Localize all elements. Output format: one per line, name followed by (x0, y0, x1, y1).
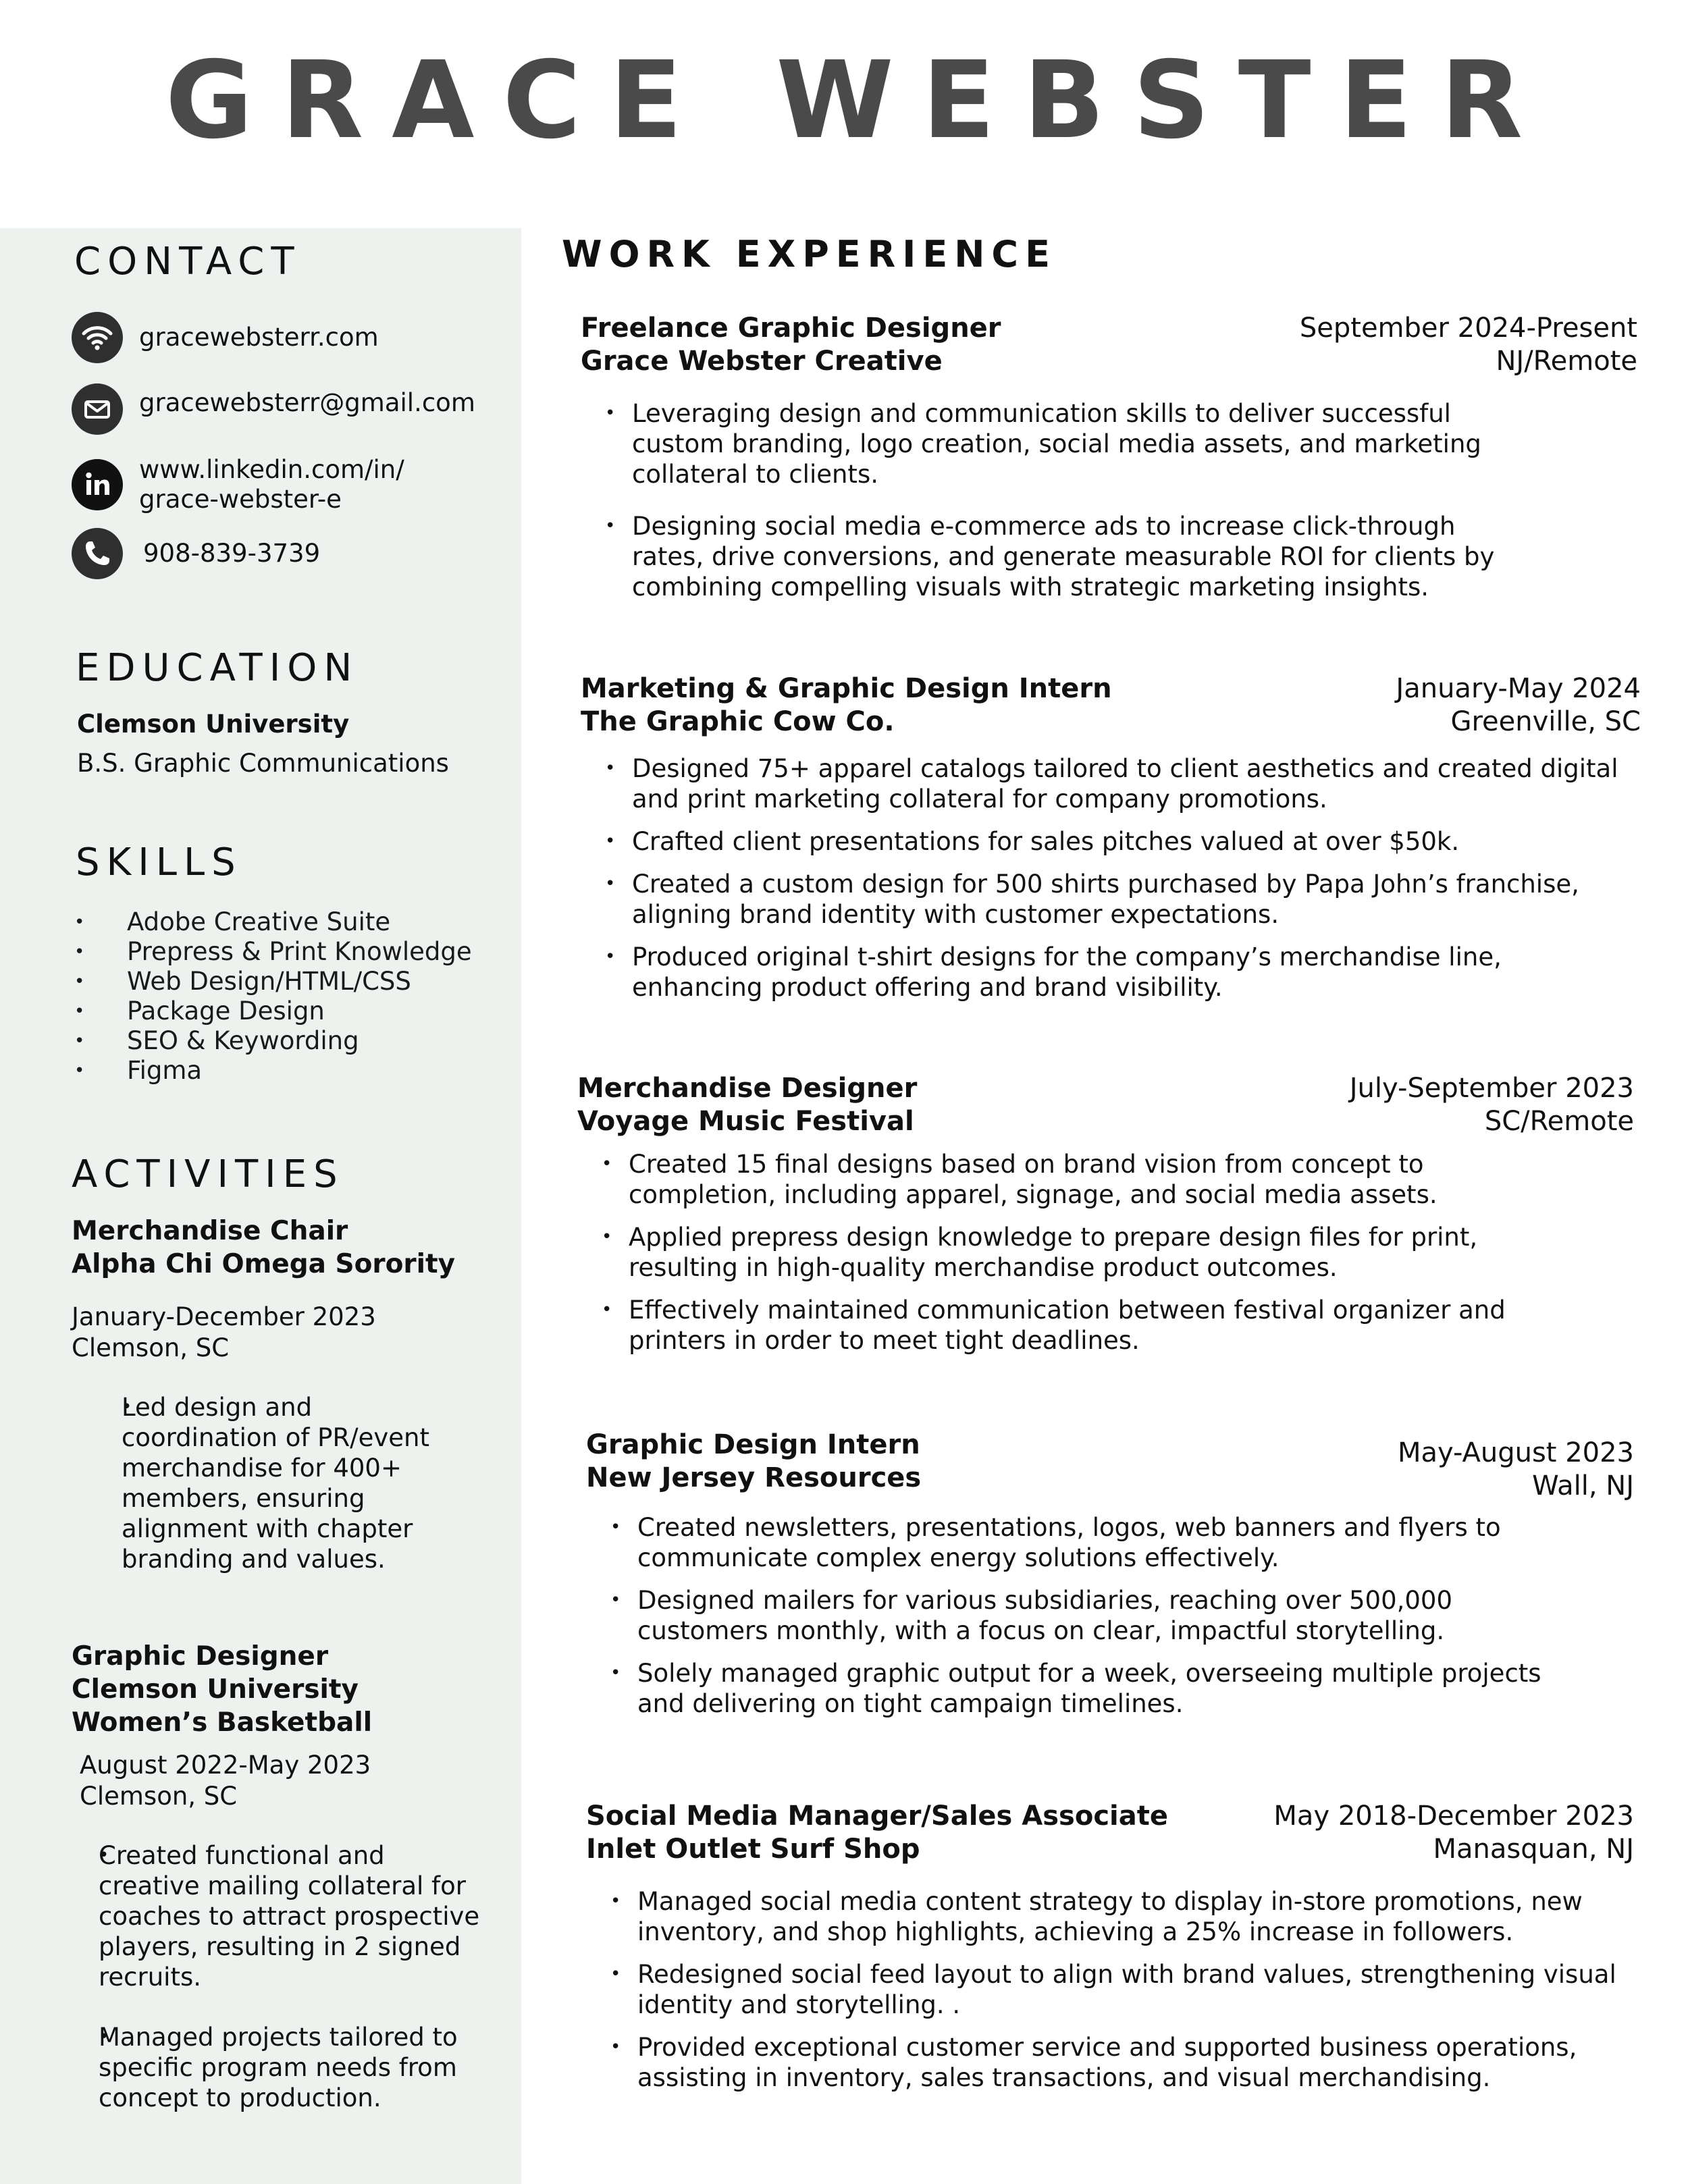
activity-bullet: • Led design and coordination of PR/event merchandise for 400+ members, ensuring alignment with chapter branding and values. (72, 1392, 450, 1574)
job-head-right (1273, 1800, 1634, 1866)
activities-heading: ACTIVITIES (72, 1152, 344, 1196)
activity-1-title (72, 1215, 455, 1281)
job-location: Wall, NJ (1532, 1470, 1634, 1501)
job-title: Merchandise Designer (577, 1073, 918, 1104)
job-bullet: • Produced original t-shirt designs for the company’s merchandise line, enhancing product offering and brand visibility. (581, 942, 1620, 1003)
activity-dates: January-December 2023 (72, 1302, 376, 1331)
job-bullet: • Effectively maintained communication between festival organizer and printers in order to meet tight deadlines. (577, 1295, 1523, 1356)
job-3 (577, 1072, 1634, 1356)
job-bullet: • Designed mailers for various subsidiaries, reaching over 500,000 customers monthly, with a focus on clear, impactful storytelling. (586, 1585, 1545, 1646)
job-bullet: • Created newsletters, presentations, logos, web banners and flyers to communicate complex energy solutions effectively. (586, 1512, 1545, 1573)
job-title: Marketing & Graphic Design Intern (581, 673, 1112, 704)
linkedin-text (139, 455, 404, 515)
job-dates: May 2018-December 2023 (1273, 1801, 1634, 1832)
skill-item: • Package Design (74, 996, 472, 1026)
job-company: Voyage Music Festival (577, 1106, 914, 1137)
job-title: Social Media Manager/Sales Associate (586, 1801, 1168, 1832)
job-bullet: • Created 15 final designs based on brand vision from concept to completion, including apparel, signage, and social media assets. (577, 1149, 1523, 1210)
website-text: gracewebsterr.com (139, 322, 379, 352)
job-5 (586, 1800, 1634, 2093)
contact-heading: CONTACT (74, 240, 301, 284)
job-bullets (586, 1512, 1545, 1719)
job-4 (586, 1429, 1634, 1719)
activity-bullet: • Created functional and creative mailing collateral for coaches to attract prospective players, resulting in 2 signed recruits. (76, 1840, 481, 1992)
job-bullet: • Solely managed graphic output for a week, overseeing multiple projects and delivering on tight campaign timelines. (586, 1658, 1545, 1719)
wifi-icon (72, 312, 123, 363)
job-bullet: • Redesigned social feed layout to align with brand values, strengthening visual identity and storytelling. . (586, 1959, 1626, 2020)
job-head-right (1350, 1072, 1634, 1138)
job-dates: September 2024-Present (1299, 313, 1637, 344)
job-head-right (1398, 1429, 1634, 1503)
job-bullet: • Applied prepress design knowledge to prepare design files for print, resulting in high-quality merchandise product outcomes. (577, 1222, 1523, 1283)
job-2 (581, 672, 1641, 1003)
work-experience-heading: WORK EXPERIENCE (562, 233, 1057, 275)
job-dates: May-August 2023 (1397, 1437, 1634, 1468)
education-degree: B.S. Graphic Communications (77, 749, 449, 778)
skill-item: • Adobe Creative Suite (74, 907, 472, 937)
activity-dates: August 2022-May 2023 (80, 1751, 371, 1780)
skill-item: • Figma (74, 1056, 472, 1086)
job-bullets (581, 753, 1620, 1003)
activity-org: Alpha Chi Omega Sorority (72, 1248, 456, 1279)
job-company: The Graphic Cow Co. (581, 706, 895, 737)
job-company: New Jersey Resources (586, 1462, 922, 1493)
job-bullets (581, 398, 1526, 602)
job-head-left (586, 1800, 1168, 1866)
job-location: Greenville, SC (1450, 706, 1641, 737)
activity-2-bullets (76, 1840, 481, 2113)
contact-website[interactable] (72, 312, 379, 363)
mail-icon (72, 383, 123, 435)
activity-bullet: • Managed projects tailored to specific program needs from concept to production. (76, 2022, 481, 2113)
activity-org: Clemson University (72, 1674, 359, 1705)
activity-location: Clemson, SC (80, 1782, 238, 1811)
job-bullet: • Designed 75+ apparel catalogs tailored to client aesthetics and created digital and print marketing collateral for company promotions. (581, 753, 1620, 814)
activity-location: Clemson, SC (72, 1333, 230, 1363)
contact-phone[interactable] (72, 528, 320, 579)
skill-item: • Web Design/HTML/CSS (74, 967, 472, 996)
skill-item: • Prepress & Print Knowledge (74, 937, 472, 967)
activity-2-title (72, 1641, 372, 1739)
job-head-left (577, 1072, 917, 1138)
activity-1-meta (72, 1302, 376, 1364)
education-school: Clemson University (77, 710, 350, 739)
activity-2-meta (80, 1750, 371, 1813)
contact-email[interactable] (72, 383, 475, 435)
job-dates: January-May 2024 (1396, 673, 1641, 704)
job-head-right (1396, 672, 1641, 739)
skills-heading: SKILLS (76, 841, 242, 884)
job-title: Freelance Graphic Designer (581, 313, 1001, 344)
job-bullet: • Leveraging design and communication skills to deliver successful custom branding, logo creation, social media assets, and marketing collateral to clients. (581, 398, 1526, 489)
email-text: gracewebsterr@gmail.com (139, 388, 475, 417)
job-company: Grace Webster Creative (581, 346, 943, 377)
linkedin-line-1: www.linkedin.com/in/ (139, 455, 404, 484)
job-bullet: • Created a custom design for 500 shirts purchased by Papa John’s franchise, aligning brand identity with customer expectations. (581, 869, 1620, 930)
job-head-right (1300, 312, 1637, 378)
linkedin-line-2: grace-webster-e (139, 485, 342, 514)
job-head-left (581, 312, 1001, 378)
education-heading: EDUCATION (76, 646, 359, 690)
activity-title: Merchandise Chair (72, 1216, 348, 1246)
job-bullet: • Provided exceptional customer service and supported business operations, assisting in inventory, sales transactions, and visual merchandising. (586, 2032, 1626, 2093)
job-bullets (577, 1149, 1523, 1356)
job-location: SC/Remote (1484, 1106, 1634, 1137)
job-bullet: • Crafted client presentations for sales pitches valued at over $50k. (581, 826, 1620, 857)
job-1 (581, 312, 1637, 602)
job-bullets (586, 1886, 1626, 2093)
job-head-left (581, 672, 1112, 739)
job-bullet: • Designing social media e-commerce ads to increase click-through rates, drive conversions, and generate measurable ROI for clients by combining compelling visuals with strategic marketing insights. (581, 511, 1526, 602)
contact-linkedin[interactable] (72, 455, 404, 515)
job-dates: July-September 2023 (1349, 1073, 1634, 1104)
job-location: Manasquan, NJ (1433, 1834, 1634, 1865)
activity-1-bullets (72, 1392, 450, 1574)
job-title: Graphic Design Intern (586, 1429, 920, 1460)
job-head-left (586, 1429, 921, 1503)
job-bullet: • Managed social media content strategy to display in-store promotions, new inventory, and shop highlights, achieving a 25% increase in followers. (586, 1886, 1626, 1947)
resume-name: GRACE WEBSTER (165, 38, 1552, 163)
skills-list (74, 907, 472, 1086)
activity-org-2: Women’s Basketball (72, 1707, 373, 1738)
linkedin-icon (72, 459, 123, 510)
activity-title: Graphic Designer (72, 1641, 329, 1672)
skill-item: • SEO & Keywording (74, 1026, 472, 1056)
phone-text: 908-839-3739 (143, 538, 321, 568)
job-location: NJ/Remote (1496, 346, 1637, 377)
job-company: Inlet Outlet Surf Shop (586, 1834, 920, 1865)
phone-icon (72, 528, 123, 579)
